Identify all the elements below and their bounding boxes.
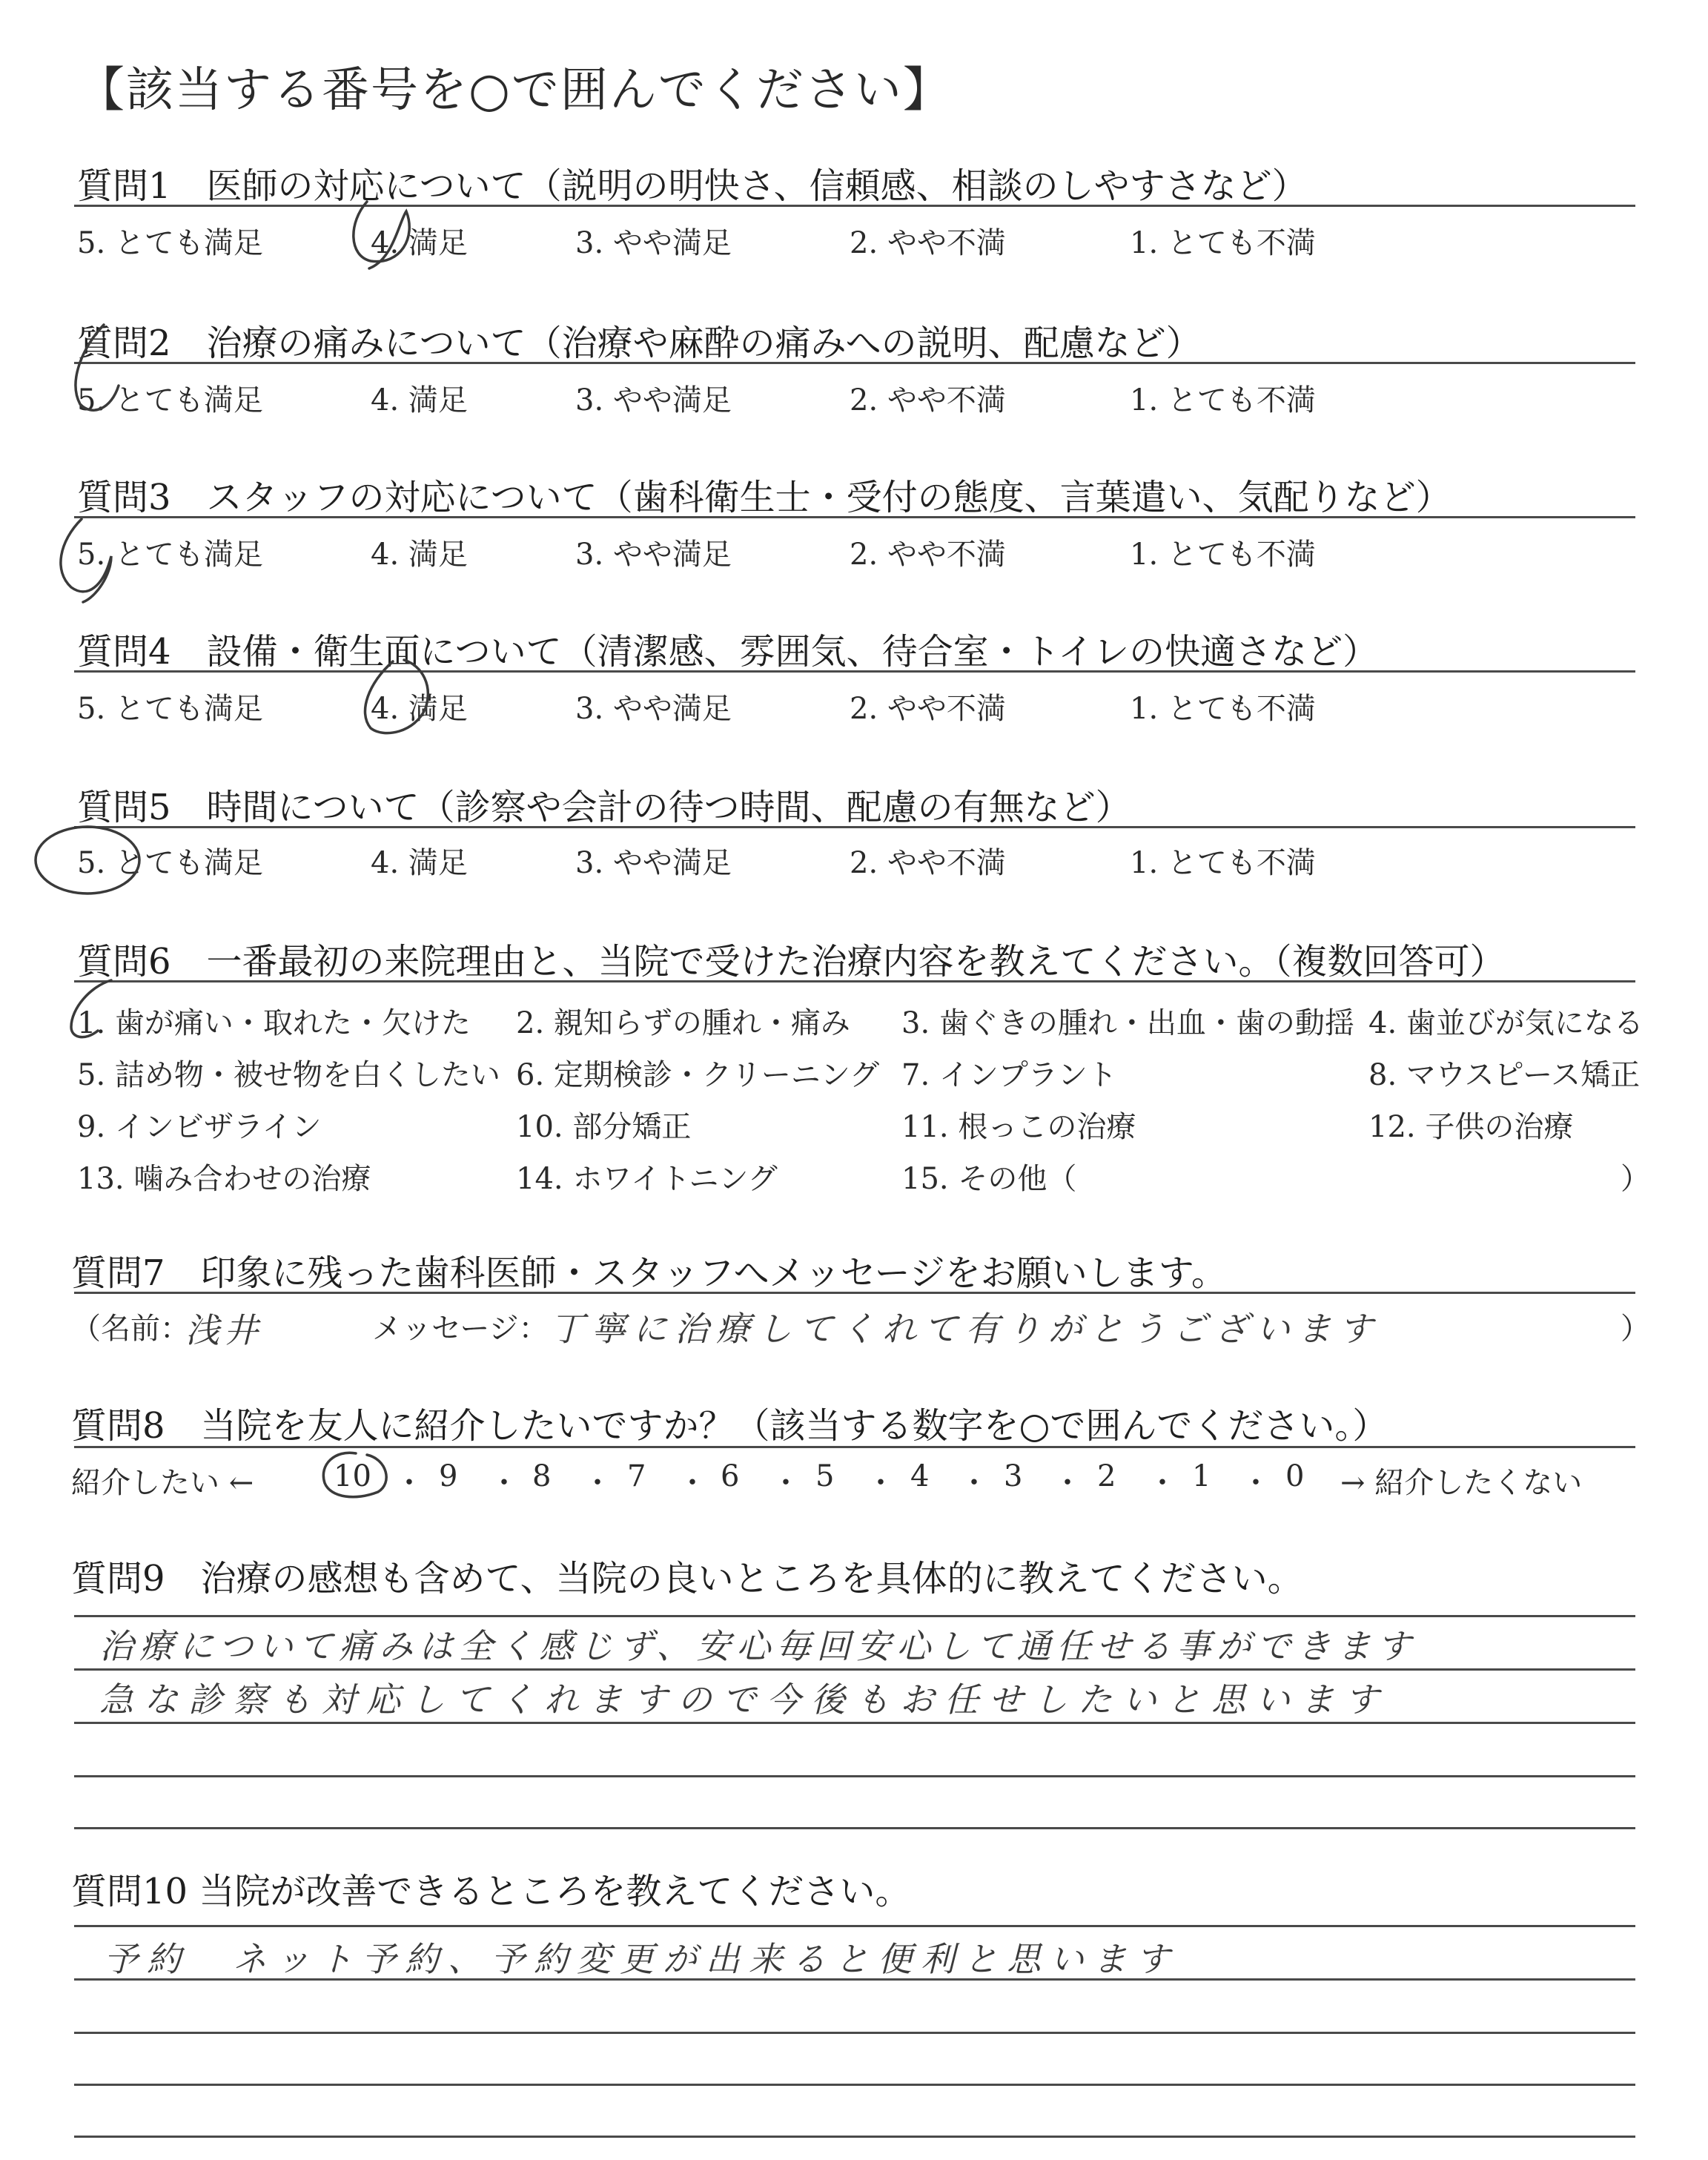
q8-dot: ・ [678,1466,707,1500]
question-6-rule [74,980,1635,982]
q2-option-1[interactable]: 1. とても不満 [1130,383,1316,417]
q8-value-7[interactable]: 7 [627,1459,646,1493]
q6-option-7[interactable]: 7. インプラント [901,1058,1117,1092]
question-2-text: 質問2 治療の痛みについて（治療や麻酔の痛みへの説明、配慮など） [77,323,1202,364]
q6-option-12[interactable]: 12. 子供の治療 [1368,1110,1574,1144]
q8-dot: ・ [394,1466,424,1500]
q6-option-10[interactable]: 10. 部分矯正 [516,1110,692,1144]
q4-option-3[interactable]: 3. やや満足 [575,692,732,726]
q8-value-6[interactable]: 6 [721,1459,740,1493]
q6-option-1[interactable]: 1. 歯が痛い・取れた・欠けた [77,1006,471,1040]
q7-message-value[interactable]: 丁寧に治療してくれて有りがとうございます [550,1309,1380,1349]
q8-value-4[interactable]: 4 [910,1459,930,1493]
q6-option-14[interactable]: 14. ホワイトニング [516,1162,778,1196]
q6-option-13[interactable]: 13. 噛み合わせの治療 [77,1162,371,1196]
q8-right-label: → 紹介したくない [1340,1466,1583,1500]
q5-option-2[interactable]: 2. やや不満 [850,846,1006,880]
q9-answer-line-2[interactable]: 急な診察も対応してくれますので今後もお任せしたいと思います [99,1680,1389,1720]
question-4-rule [74,670,1635,673]
answer-line [74,1722,1635,1724]
q8-dot: ・ [489,1466,519,1500]
q8-dot: ・ [583,1466,612,1500]
q7-name-label: （名前： [71,1312,190,1346]
q4-option-2[interactable]: 2. やや不満 [850,692,1006,726]
answer-line [74,1827,1635,1829]
question-1-text: 質問1 医師の対応について（説明の明快さ、信頼感、相談のしやすさなど） [77,165,1308,207]
q8-value-2[interactable]: 2 [1097,1459,1116,1493]
question-10-text: 質問10 当院が改善できるところを教えてください。 [71,1871,911,1912]
q6-option-4[interactable]: 4. 歯並びが気になる [1368,1006,1644,1040]
q6-option-8[interactable]: 8. マウスピース矯正 [1368,1058,1641,1092]
q7-close-paren: ） [1621,1312,1650,1346]
q8-dot: ・ [866,1466,896,1500]
page-title: 【該当する番号を○で囲んでください】 [77,63,952,118]
q8-dot: ・ [771,1466,801,1500]
answer-line [74,1775,1635,1777]
question-5-text: 質問5 時間について（診察や会計の待つ時間、配慮の有無など） [77,787,1131,828]
answer-line [74,2032,1635,2034]
q8-left-label: 紹介したい ← [71,1466,254,1500]
q8-value-3[interactable]: 3 [1004,1459,1023,1493]
q6-option-9[interactable]: 9. インビザライン [77,1110,322,1144]
q8-dot: ・ [1241,1466,1271,1500]
q8-value-5[interactable]: 5 [815,1459,835,1493]
q8-dot: ・ [959,1466,989,1500]
answer-line [74,2136,1635,2138]
q8-value-8[interactable]: 8 [532,1459,552,1493]
q7-message-label: メッセージ： [372,1312,549,1346]
q8-value-0[interactable]: 0 [1285,1459,1305,1493]
q10-answer-line-1[interactable]: 予約 ネット予約、予約変更が出来ると便利と思います [104,1939,1179,1979]
q6-option-2[interactable]: 2. 親知らずの腫れ・痛み [516,1006,850,1040]
q6-option-11[interactable]: 11. 根っこの治療 [901,1110,1136,1144]
q5-option-1[interactable]: 1. とても不満 [1130,846,1316,880]
q2-option-4[interactable]: 4. 満足 [371,383,468,417]
question-5-rule [74,826,1635,828]
q8-value-9[interactable]: 9 [439,1459,458,1493]
q8-value-10[interactable]: 10 [334,1459,371,1493]
q7-name-value[interactable]: 浅井 [185,1310,262,1350]
q1-option-5[interactable]: 5. とても満足 [77,226,263,260]
q3-option-1[interactable]: 1. とても不満 [1130,538,1316,572]
q2-option-5[interactable]: 5. とても満足 [77,383,263,417]
question-3-text: 質問3 スタッフの対応について（歯科衛生士・受付の態度、言葉遣い、気配りなど） [77,477,1452,518]
q6-option-3[interactable]: 3. 歯ぐきの腫れ・出血・歯の動揺 [901,1006,1354,1040]
answer-line [74,2084,1635,2086]
question-7-rule [74,1292,1635,1294]
q3-option-2[interactable]: 2. やや不満 [850,538,1006,572]
q2-option-2[interactable]: 2. やや不満 [850,383,1006,417]
answer-line [74,1925,1635,1927]
question-2-rule [74,362,1635,364]
q1-option-2[interactable]: 2. やや不満 [850,226,1006,260]
answer-line [74,1668,1635,1671]
question-1-rule [74,205,1635,207]
q5-option-4[interactable]: 4. 満足 [371,846,468,880]
q2-option-3[interactable]: 3. やや満足 [575,383,732,417]
q6-option-15[interactable]: 15. その他（ [901,1162,1077,1196]
q3-option-5[interactable]: 5. とても満足 [77,538,263,572]
q8-dot: ・ [1148,1466,1177,1500]
question-7-text: 質問7 印象に残った歯科医師・スタッフへメッセージをお願いします。 [71,1252,1227,1294]
q5-option-3[interactable]: 3. やや満足 [575,846,732,880]
q4-option-1[interactable]: 1. とても不満 [1130,692,1316,726]
q8-dot: ・ [1053,1466,1082,1500]
question-9-text: 質問9 治療の感想も含めて、当院の良いところを具体的に教えてください。 [71,1558,1303,1599]
q6-option-6[interactable]: 6. 定期検診・クリーニング [516,1058,880,1092]
q1-option-3[interactable]: 3. やや満足 [575,226,732,260]
q3-option-4[interactable]: 4. 満足 [371,538,468,572]
q1-option-1[interactable]: 1. とても不満 [1130,226,1316,260]
q3-option-3[interactable]: 3. やや満足 [575,538,732,572]
question-6-text: 質問6 一番最初の来院理由と、当院で受けた治療内容を教えてください。（複数回答可） [77,941,1506,982]
question-8-rule [74,1446,1635,1448]
q9-answer-line-1[interactable]: 治療について痛みは全く感じず、安心毎回安心して通任せる事ができます [99,1626,1417,1666]
question-3-rule [74,516,1635,518]
q6-other-close-paren: ） [1621,1162,1650,1196]
q6-option-5[interactable]: 5. 詰め物・被せ物を白くしたい [77,1058,500,1092]
question-4-text: 質問4 設備・衛生面について（清潔感、雰囲気、待合室・トイレの快適さなど） [77,631,1379,673]
q4-option-5[interactable]: 5. とても満足 [77,692,263,726]
q8-value-1[interactable]: 1 [1192,1459,1211,1493]
question-8-text: 質問8 当院を友人に紹介したいですか？（該当する数字を○で囲んでください。） [71,1405,1388,1447]
answer-line [74,1615,1635,1617]
q1-option-4[interactable]: 4. 満足 [371,226,468,260]
q5-option-5[interactable]: 5. とても満足 [77,846,263,880]
q4-option-4[interactable]: 4. 満足 [371,692,468,726]
